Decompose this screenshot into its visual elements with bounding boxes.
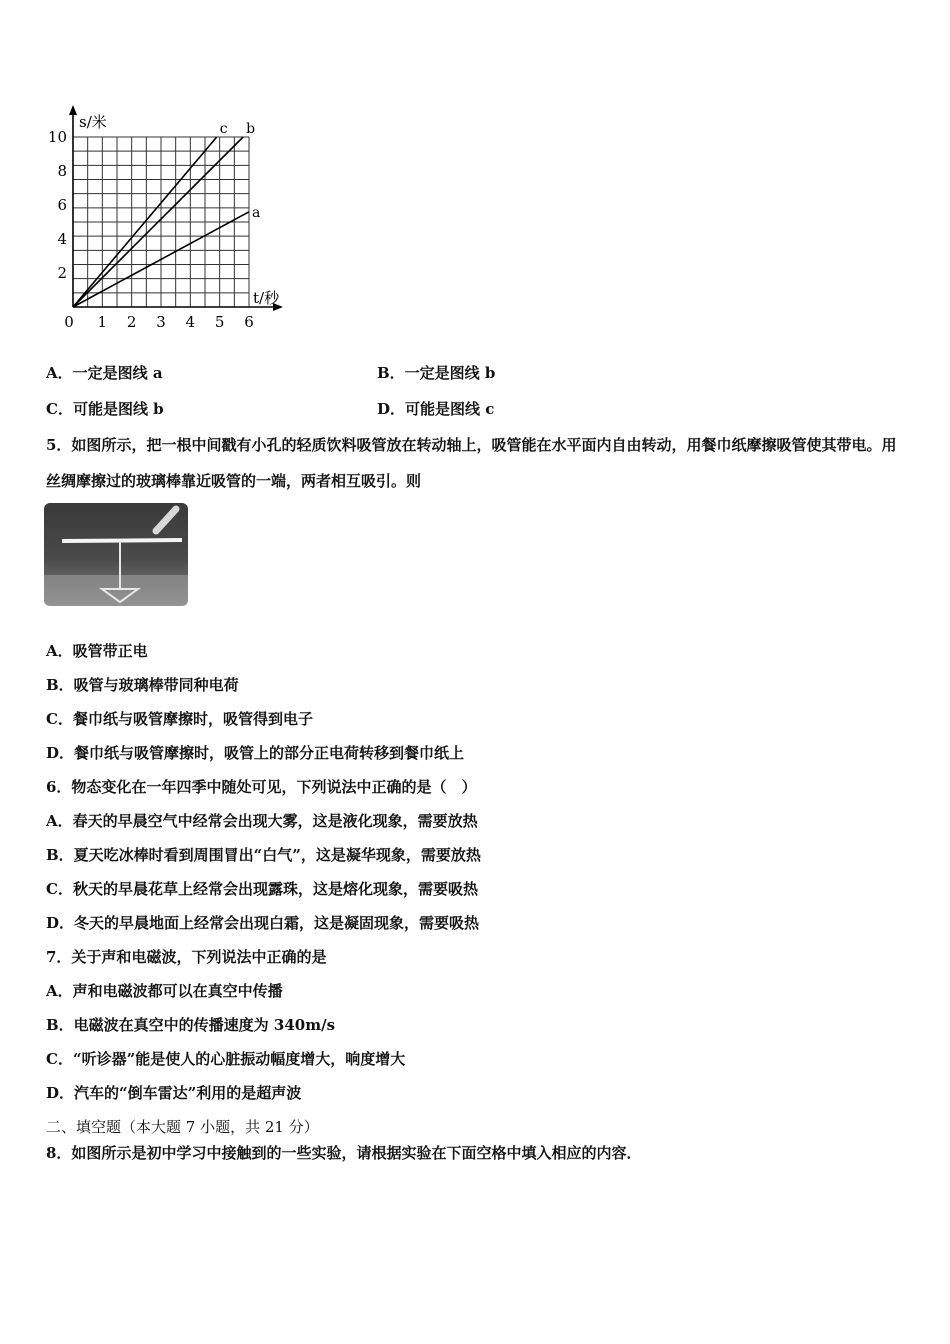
y-axis-label: s/米	[79, 113, 107, 131]
y-axis-arrow	[69, 105, 77, 115]
q6-option-a[interactable]: A．春天的早晨空气中经常会出现大雾，这是液化现象，需要放热	[46, 812, 478, 830]
q5-option-a[interactable]: A．吸管带正电	[46, 642, 148, 660]
q7-stem: 7．关于声和电磁波，下列说法中正确的是	[46, 948, 327, 966]
x-tick-label: 1	[97, 313, 108, 331]
st-graph-svg	[40, 95, 300, 335]
x-tick-label: 5	[214, 313, 225, 331]
q5-option-b[interactable]: B．吸管与玻璃棒带同种电荷	[46, 676, 239, 694]
q4-options-row-1	[46, 362, 906, 384]
q7-option-b[interactable]: B．电磁波在真空中的传播速度为 340m/s	[46, 1016, 336, 1034]
q5-option-d[interactable]: D．餐巾纸与吸管摩擦时，吸管上的部分正电荷转移到餐巾纸上	[46, 744, 465, 762]
q8-stem: 8．如图所示是初中学习中接触到的一些实验，请根据实验在下面空格中填入相应的内容．	[46, 1144, 642, 1162]
q4-option-c[interactable]: C．可能是图线 b	[46, 400, 164, 418]
q7-option-d[interactable]: D．汽车的“倒车雷达”利用的是超声波	[46, 1084, 302, 1102]
y-tick-label: 2	[57, 264, 67, 282]
q4-option-d[interactable]: D．可能是图线 c	[377, 400, 495, 418]
x-tick-label: 0	[64, 313, 74, 331]
series-label-b: b	[246, 121, 256, 137]
q7-option-c[interactable]: C．“听诊器”能是使人的心脏振动幅度增大，响度增大	[46, 1050, 406, 1068]
q7-option-a[interactable]: A．声和电磁波都可以在真空中传播	[46, 982, 283, 1000]
q6-option-d[interactable]: D．冬天的早晨地面上经常会出现白霜，这是凝固现象，需要吸热	[46, 914, 480, 932]
q6-option-c[interactable]: C．秋天的早晨花草上经常会出现露珠，这是熔化现象，需要吸热	[46, 880, 478, 898]
q5-straw-photo	[44, 503, 188, 606]
section-2-heading: 二、填空题（本大题 7 小题，共 21 分）	[46, 1118, 319, 1136]
x-tick-label: 3	[156, 313, 166, 331]
y-tick-label: 10	[47, 128, 67, 146]
q6-option-b[interactable]: B．夏天吃冰棒时看到周围冒出“白气”，这是凝华现象，需要放热	[46, 846, 481, 864]
series-label-c: c	[219, 121, 228, 137]
q5-stem: 5．如图所示，把一根中间戳有小孔的轻质饮料吸管放在转动轴上，吸管能在水平面内自由转动，用餐巾纸摩擦吸管使其带电。用丝绸摩擦过的玻璃棒靠近吸管的一端，两者相互吸引。则	[46, 436, 897, 490]
y-tick-label: 4	[57, 230, 67, 248]
q4-option-b[interactable]: B．一定是图线 b	[377, 364, 496, 382]
q5-option-c[interactable]: C．餐巾纸与吸管摩擦时，吸管得到电子	[46, 710, 313, 728]
q4-options-row-2	[46, 398, 906, 420]
x-tick-label: 6	[244, 313, 254, 331]
y-tick-label: 6	[57, 196, 67, 214]
x-tick-label: 2	[126, 313, 137, 331]
q6-stem: 6．物态变化在一年四季中随处可见，下列说法中正确的是（ ）	[46, 778, 477, 796]
x-tick-label: 4	[185, 313, 196, 331]
series-label-a: a	[252, 204, 261, 221]
y-tick-label: 8	[57, 162, 67, 180]
x-axis-label: t/秒	[253, 289, 280, 307]
st-graph	[40, 95, 300, 335]
q4-option-a[interactable]: A．一定是图线 a	[46, 364, 163, 382]
